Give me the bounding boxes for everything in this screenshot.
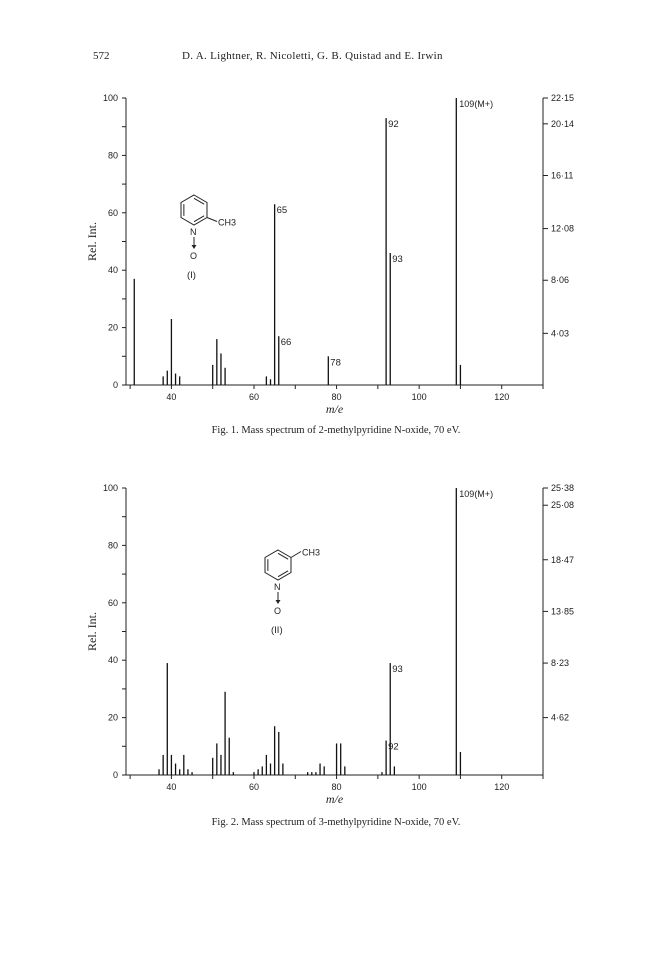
methyl-label: CH3 bbox=[301, 547, 321, 558]
right-tick-label: 16·11 bbox=[551, 170, 574, 181]
nitrogen-label: N bbox=[274, 582, 281, 592]
peak-label: 92 bbox=[388, 119, 399, 131]
y-tick-label: 80 bbox=[107, 150, 118, 161]
y-axis-label: Rel. Int. bbox=[85, 222, 99, 261]
ring-double-bond bbox=[278, 553, 288, 559]
x-tick-label: 40 bbox=[166, 782, 177, 792]
x-tick-label: 120 bbox=[494, 392, 510, 402]
right-tick-label: 22·15 bbox=[551, 93, 575, 103]
peak-label: 93 bbox=[392, 253, 403, 265]
y-tick-label: 0 bbox=[112, 770, 118, 780]
y-tick-label: 40 bbox=[107, 265, 118, 276]
n-oxide-arrow bbox=[276, 600, 281, 604]
right-tick-label: 4·62 bbox=[551, 712, 570, 723]
n-oxide-arrow bbox=[192, 245, 197, 249]
right-tick-label: 25·08 bbox=[551, 500, 575, 511]
y-tick-label: 20 bbox=[107, 712, 118, 723]
y-tick-label: 80 bbox=[107, 540, 118, 551]
pyridine-ring bbox=[181, 195, 207, 225]
peak-label: 66 bbox=[280, 337, 292, 349]
right-tick-label: 20·14 bbox=[551, 118, 575, 129]
peak-label: 65 bbox=[276, 205, 288, 217]
mass-spectrum-svg-1 bbox=[0, 88, 672, 418]
methyl-bond bbox=[207, 218, 217, 222]
pyridine-n-oxide-structure bbox=[181, 195, 236, 281]
y-tick-label: 60 bbox=[107, 207, 118, 218]
x-tick-label: 80 bbox=[331, 392, 342, 402]
peak-label: 109(M+) bbox=[459, 489, 494, 499]
peak-label: 92 bbox=[388, 741, 399, 753]
y-tick-label: 60 bbox=[107, 597, 118, 608]
x-tick-label: 80 bbox=[331, 782, 342, 792]
y-axis-label: Rel. Int. bbox=[85, 612, 99, 651]
figure-1-caption: Fig. 1. Mass spectrum of 2-methylpyridine N-oxide, 70 eV. bbox=[211, 425, 461, 436]
right-tick-label: 8·06 bbox=[551, 275, 570, 286]
ring-double-bond bbox=[278, 571, 288, 577]
peak-label: 109(M+) bbox=[459, 99, 494, 109]
pyridine-ring bbox=[265, 550, 291, 580]
peak-label: 78 bbox=[330, 357, 341, 369]
y-tick-label: 100 bbox=[102, 483, 118, 493]
right-tick-label: 18·47 bbox=[551, 554, 575, 565]
x-axis-label: m/e bbox=[325, 792, 344, 806]
running-header-authors: D. A. Lightner, R. Nicoletti, G. B. Quistad and E. Irwin bbox=[182, 50, 443, 62]
x-axis-label: m/e bbox=[325, 402, 344, 416]
y-tick-label: 0 bbox=[112, 380, 118, 390]
mass-spectrum-chart-1 bbox=[0, 88, 672, 418]
y-tick-label: 100 bbox=[102, 93, 118, 103]
x-tick-label: 120 bbox=[494, 782, 510, 792]
x-tick-label: 100 bbox=[411, 392, 427, 402]
right-tick-label: 25·38 bbox=[551, 483, 575, 493]
right-tick-label: 13·85 bbox=[551, 606, 575, 617]
y-tick-label: 40 bbox=[107, 655, 118, 666]
y-tick-label: 20 bbox=[107, 322, 118, 333]
mass-spectrum-chart-2 bbox=[0, 478, 672, 808]
x-tick-label: 60 bbox=[248, 782, 259, 792]
right-tick-label: 4·03 bbox=[551, 328, 570, 339]
methyl-label: CH3 bbox=[217, 217, 237, 228]
mass-spectrum-svg-2 bbox=[0, 478, 672, 808]
page-number: 572 bbox=[93, 50, 110, 62]
x-tick-label: 60 bbox=[248, 392, 259, 402]
nitrogen-label: N bbox=[190, 227, 197, 237]
right-tick-label: 12·08 bbox=[551, 223, 575, 234]
oxygen-label: O bbox=[190, 251, 198, 261]
compound-label: (II) bbox=[271, 625, 283, 636]
peak-label: 93 bbox=[392, 664, 403, 676]
oxygen-label: O bbox=[274, 606, 282, 616]
right-tick-label: 8·23 bbox=[551, 658, 570, 669]
pyridine-n-oxide-structure bbox=[265, 548, 320, 637]
compound-label: (I) bbox=[187, 270, 196, 281]
x-tick-label: 40 bbox=[166, 392, 177, 402]
ring-double-bond bbox=[194, 216, 204, 222]
methyl-bond bbox=[291, 552, 301, 558]
x-tick-label: 100 bbox=[411, 782, 427, 792]
figure-2-caption: Fig. 2. Mass spectrum of 3-methylpyridine N-oxide, 70 eV. bbox=[211, 817, 461, 828]
ring-double-bond bbox=[194, 198, 204, 204]
